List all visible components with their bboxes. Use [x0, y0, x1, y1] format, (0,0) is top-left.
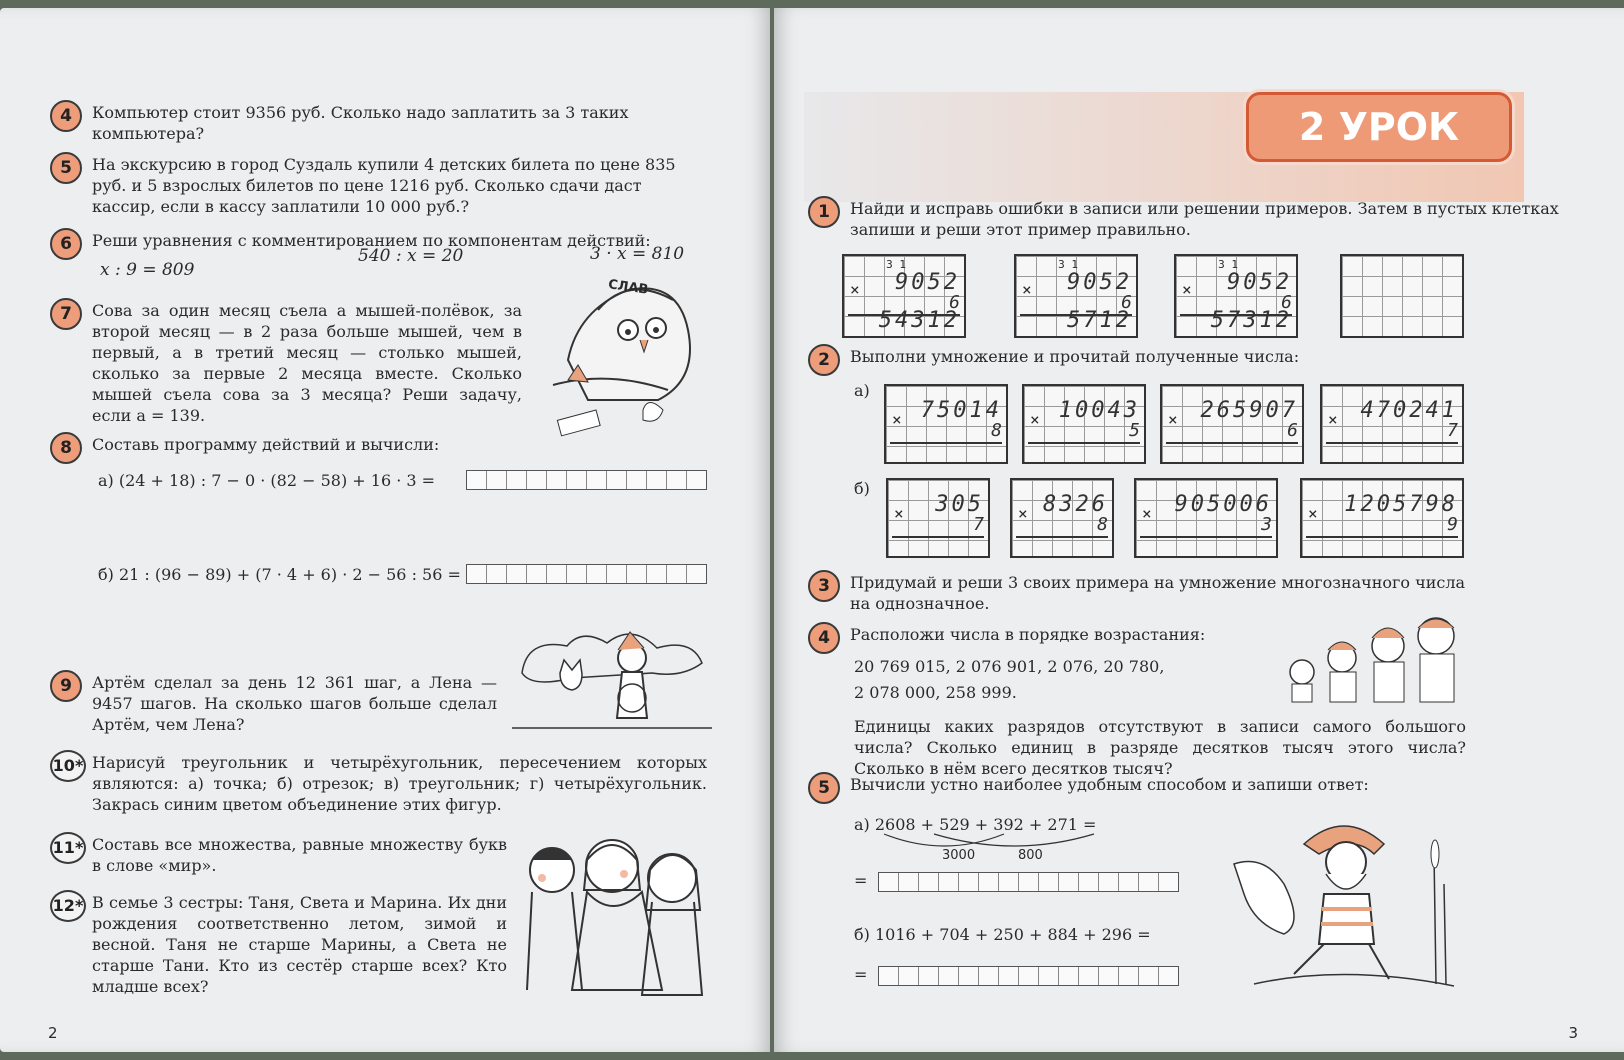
multiplier: 7 — [973, 514, 984, 535]
task-number: 5 — [50, 152, 82, 184]
multiplier: 7 — [1447, 420, 1458, 441]
sum-b: б) 1016 + 704 + 250 + 884 + 296 = — [854, 925, 1151, 944]
sum-a: а) 2608 + 529 + 392 + 271 = — [854, 815, 1097, 834]
carry-digits: 3 1 — [1218, 258, 1238, 271]
result-line — [1326, 442, 1458, 444]
multiply-sign: × — [1328, 410, 1338, 429]
numbers-line-2: 2 078 000, 258 999. — [854, 683, 1017, 702]
multiply-sign: × — [1030, 410, 1040, 429]
task-number: 12* — [50, 890, 86, 922]
expression-a: а) (24 + 18) : 7 − 0 · (82 − 58) + 16 · 3 = — [98, 471, 436, 490]
multiplier: 3 — [1261, 514, 1272, 535]
multiplicand: 305 — [935, 492, 984, 517]
task-text: Выполни умножение и прочитай полученные числа: — [850, 347, 1300, 366]
page-number: 3 — [1568, 1024, 1578, 1042]
result-line — [1016, 536, 1108, 538]
task-number: 6 — [50, 228, 82, 260]
carry-digits: 3 1 — [886, 258, 906, 271]
task-text: Расположи числа в порядке возрастания: — [850, 625, 1206, 644]
task-text: Найди и исправь ошибки в записи или решении примеров. Затем в пустых клетках запиши и реши этот пример правильно. — [850, 199, 1559, 239]
multiply-grid-a3[interactable] — [1160, 384, 1304, 464]
error-example-1 — [842, 254, 966, 338]
task-number: 7 — [50, 298, 82, 330]
multiply-sign: × — [1022, 280, 1032, 299]
multiplier: 6 — [1121, 292, 1132, 313]
sisters-illustration — [512, 830, 712, 1000]
result-line — [892, 536, 984, 538]
label-a: а) — [854, 381, 870, 400]
multiply-grid-a4[interactable] — [1320, 384, 1464, 464]
multiply-grid-b4[interactable] — [1300, 478, 1464, 558]
carry-digits: 3 1 — [1058, 258, 1078, 271]
task-text: Составь все множества, равные множеству букв в слове «мир». — [92, 835, 507, 875]
label-b: б) — [854, 479, 870, 498]
multiplicand: 470241 — [1360, 398, 1458, 423]
task-text: В семье 3 сестры: Таня, Света и Марина. Их дни рождения соответственно летом, зимой и весной. Таня не старше Марины, а Света не старше Тани. Кто из сестёр старше всех? Кто младше всех? — [92, 893, 507, 996]
multiply-grid-a1[interactable] — [884, 384, 1008, 464]
task-number: 11* — [50, 832, 86, 864]
multiply-sign: × — [1182, 280, 1192, 299]
task-text: Вычисли устно наиболее удобным способом и запиши ответ: — [850, 775, 1369, 794]
result-line — [1028, 442, 1140, 444]
expression-b: б) 21 : (96 − 89) + (7 · 4 + 6) · 2 − 56 : 56 = — [98, 565, 461, 584]
answer-cells-5a[interactable] — [878, 872, 1179, 892]
multiplier: 6 — [1281, 292, 1292, 313]
gnome-illustration — [1224, 814, 1464, 994]
multiplicand: 9052 — [895, 270, 960, 295]
multiply-sign: × — [1142, 504, 1152, 523]
result-line — [1166, 442, 1298, 444]
multiplier: 5 — [1129, 420, 1140, 441]
multiplicand: 905006 — [1174, 492, 1272, 517]
multiply-sign: × — [1308, 504, 1318, 523]
task-number: 4 — [50, 100, 82, 132]
task-text: Нарисуй треугольник и четырёхугольник, пересечением которых являются: а) точка; б) отрезок; в) треугольник; г) четырёхугольник. Закрась синим цветом объединение этих фигур. — [92, 753, 707, 814]
multiply-sign: × — [892, 410, 902, 429]
multiplicand: 9052 — [1067, 270, 1132, 295]
result-line — [1306, 536, 1458, 538]
grouping-arcs — [874, 832, 1154, 854]
error-example-3 — [1174, 254, 1298, 338]
multiply-grid-b2[interactable] — [1010, 478, 1114, 558]
answer-cells-5b[interactable] — [878, 966, 1179, 986]
task-number: 5 — [808, 772, 840, 804]
equation-1: x : 9 = 809 — [100, 260, 195, 280]
equation-3: 3 · x = 810 — [590, 244, 685, 264]
equals-sign-b: = — [854, 965, 868, 984]
task-text: Артём сделал за день 12 361 шаг, а Лена — 9457 шагов. На сколько шагов больше сделал Артём, чем Лена? — [92, 673, 497, 734]
boy-and-cat-illustration — [512, 618, 712, 738]
multiply-sign: × — [894, 504, 904, 523]
task-number: 3 — [808, 570, 840, 602]
task-text: Придумай и реши 3 своих примера на умножение многозначного числа на однозначное. — [850, 573, 1466, 613]
answer-cells-b[interactable] — [466, 564, 707, 584]
multiply-sign: × — [850, 280, 860, 299]
left-page — [0, 8, 770, 1052]
task-text: Сова за один месяц съела a мышей-полёвок, за второй месяц — в 2 раза больше мышей, чем в первый, а в третий месяц — столько мышей, сколько за первые 2 месяца вместе. Сколько мышей съела сова за 3 месяца? Реши задачу, если a = 139. — [92, 301, 522, 425]
multiplier: 8 — [991, 420, 1002, 441]
hint-3000: 3000 — [942, 848, 976, 863]
result-line — [890, 442, 1002, 444]
task-number: 2 — [808, 344, 840, 376]
task-text: Составь программу действий и вычисли: — [92, 435, 440, 454]
multiply-grid-b3[interactable] — [1134, 478, 1278, 558]
multiplicand: 9052 — [1227, 270, 1292, 295]
multiplier: 9 — [1447, 514, 1458, 535]
task-number: 9 — [50, 670, 82, 702]
multiplicand: 10043 — [1058, 398, 1140, 423]
empty-answer-grid[interactable] — [1340, 254, 1464, 338]
answer-cells-a[interactable] — [466, 470, 707, 490]
multiplier: 6 — [1287, 420, 1298, 441]
wrong-result: 5712 — [1067, 308, 1132, 333]
result-line — [1140, 536, 1272, 538]
task-number: 8 — [50, 432, 82, 464]
owl-sign: СЛАВ — [607, 277, 650, 298]
page-number: 2 — [48, 1024, 58, 1042]
multiplicand: 265907 — [1200, 398, 1298, 423]
error-example-2 — [1014, 254, 1138, 338]
equation-2: 540 : x = 20 — [358, 246, 464, 266]
multiply-grid-b1[interactable] — [886, 478, 990, 558]
multiply-grid-a2[interactable] — [1022, 384, 1146, 464]
children-illustration — [1280, 614, 1470, 706]
multiplicand: 8326 — [1043, 492, 1108, 517]
task-number: 1 — [808, 196, 840, 228]
right-page — [774, 8, 1624, 1052]
multiplicand: 75014 — [920, 398, 1002, 423]
task-text: Реши уравнения с комментированием по компонентам действий: — [92, 231, 651, 250]
equals-sign-a: = — [854, 871, 868, 890]
multiply-sign: × — [1168, 410, 1178, 429]
lesson-title: 2 УРОК — [1246, 92, 1512, 162]
owl-illustration — [548, 270, 708, 440]
numbers-line-1: 20 769 015, 2 076 901, 2 076, 20 780, — [854, 657, 1165, 676]
wrong-result: 57312 — [1210, 308, 1292, 333]
task-text: На экскурсию в город Суздаль купили 4 детских билета по цене 835 руб. и 5 взрослых билетов по цене 1216 руб. Сколько сдачи даст кассир, если в кассу заплатили 10 000 руб.? — [92, 155, 676, 216]
task-number: 10* — [50, 750, 86, 782]
task-text: Компьютер стоит 9356 руб. Сколько надо заплатить за 3 таких компьютера? — [92, 103, 629, 143]
multiplier: 6 — [949, 292, 960, 313]
multiplier: 8 — [1097, 514, 1108, 535]
multiplicand: 1205798 — [1344, 492, 1458, 517]
wrong-result: 54312 — [878, 308, 960, 333]
hint-800: 800 — [1018, 848, 1043, 863]
task4-question: Единицы каких разрядов отсутствуют в записи самого большого числа? Сколько единиц в разряде десятков тысяч этого числа? Сколько в нём всего десятков тысяч? — [854, 717, 1466, 778]
multiply-sign: × — [1018, 504, 1028, 523]
task-number: 4 — [808, 622, 840, 654]
